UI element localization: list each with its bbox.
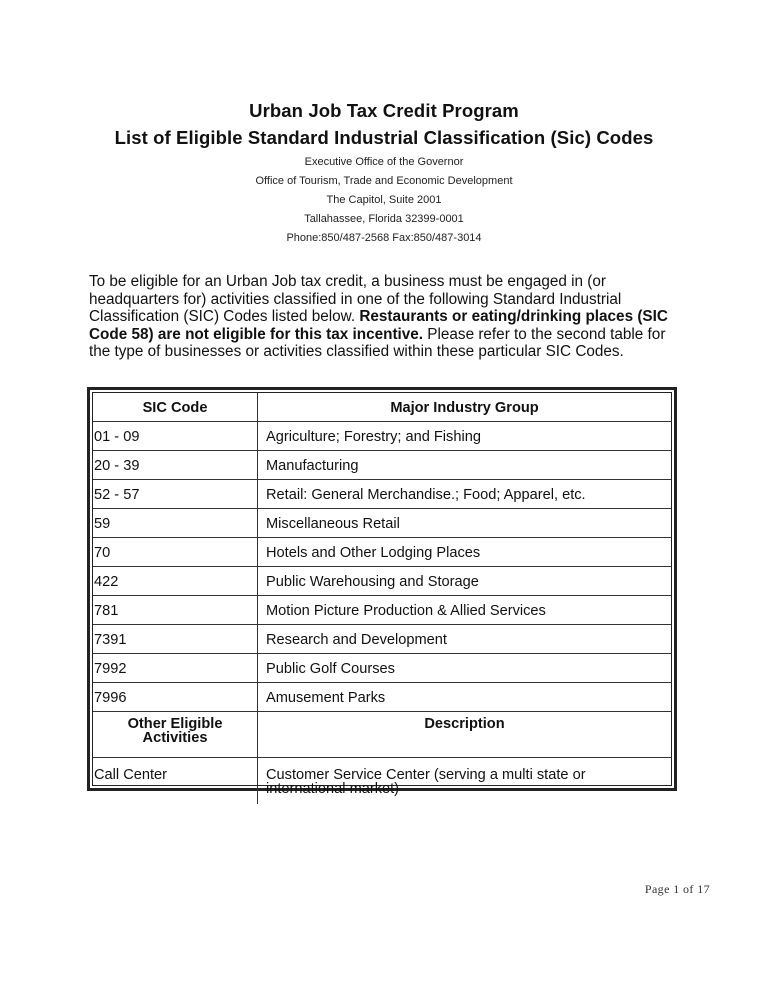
sic-code-cell: 7992 xyxy=(93,654,258,683)
industry-group-cell: Public Warehousing and Storage xyxy=(258,567,672,596)
sic-code-cell: 59 xyxy=(93,509,258,538)
table-row xyxy=(93,509,671,538)
industry-group-cell: Miscellaneous Retail xyxy=(258,509,672,538)
industry-group-cell: Retail: General Merchandise.; Food; Apparel, etc. xyxy=(258,480,672,509)
sic-table xyxy=(93,393,671,804)
table-row xyxy=(93,451,671,480)
sic-code-cell: 422 xyxy=(93,567,258,596)
industry-group-cell: Public Golf Courses xyxy=(258,654,672,683)
intro-text: To be eligible for an Urban Job tax credit, a business must be engaged in (or headquarters for) activities classified in one of the following Standard Industrial Classification (SIC) Codes listed below. xyxy=(89,273,622,325)
table-row xyxy=(93,422,671,451)
industry-group-cell: Research and Development xyxy=(258,625,672,654)
address-line-contact: Phone:850/487-2568 Fax:850/487-3014 xyxy=(286,232,482,244)
table-header-row xyxy=(93,393,671,422)
industry-group-cell: Manufacturing xyxy=(258,451,672,480)
other-activities-header-row xyxy=(93,712,671,758)
table-row xyxy=(93,538,671,567)
industry-group-cell: Agriculture; Forestry; and Fishing xyxy=(258,422,672,451)
table-row xyxy=(93,654,671,683)
address-line-building: The Capitol, Suite 2001 xyxy=(326,194,442,206)
industry-group-cell: Hotels and Other Lodging Places xyxy=(258,538,672,567)
table-row xyxy=(93,567,671,596)
description-cell: Customer Service Center (serving a multi state or international market) xyxy=(258,758,672,805)
document-subtitle: List of Eligible Standard Industrial Classification (Sic) Codes xyxy=(114,127,654,148)
table-row xyxy=(93,480,671,509)
table-row xyxy=(93,758,671,805)
sic-code-cell: 781 xyxy=(93,596,258,625)
sic-code-cell: 70 xyxy=(93,538,258,567)
industry-group-cell: Motion Picture Production & Allied Services xyxy=(258,596,672,625)
sic-table-frame xyxy=(87,387,677,797)
table-row xyxy=(93,625,671,654)
page-number: Page 1 of 17 xyxy=(644,882,710,896)
header-sic-code: SIC Code xyxy=(93,393,258,422)
table-row xyxy=(93,683,671,712)
document-title: Urban Job Tax Credit Program xyxy=(249,100,519,121)
sic-code-cell: 01 - 09 xyxy=(93,422,258,451)
header-major-industry-group: Major Industry Group xyxy=(258,393,672,422)
industry-group-cell: Amusement Parks xyxy=(258,683,672,712)
table-row xyxy=(93,596,671,625)
address-line-office: Executive Office of the Governor xyxy=(304,156,464,168)
sic-code-cell: 20 - 39 xyxy=(93,451,258,480)
intro-text-after: Please refer to the second table for the type of businesses or activities classified within these particular SIC Codes. xyxy=(89,325,666,360)
sic-code-cell: 7391 xyxy=(93,625,258,654)
sic-code-cell: 7996 xyxy=(93,683,258,712)
sic-table-inner xyxy=(92,392,672,797)
intro-paragraph xyxy=(89,273,689,361)
header-other-eligible-activities: Other Eligible Activities xyxy=(93,712,258,758)
intro-warning: Restaurants or eating/drinking places (SIC Code 58) are not eligible for this tax incentive. xyxy=(89,308,668,343)
address-line-department: Office of Tourism, Trade and Economic Development xyxy=(255,175,513,187)
activity-cell: Call Center xyxy=(93,758,258,805)
header-description: Description xyxy=(258,712,672,758)
address-line-city: Tallahassee, Florida 32399-0001 xyxy=(304,213,464,225)
sic-code-cell: 52 - 57 xyxy=(93,480,258,509)
